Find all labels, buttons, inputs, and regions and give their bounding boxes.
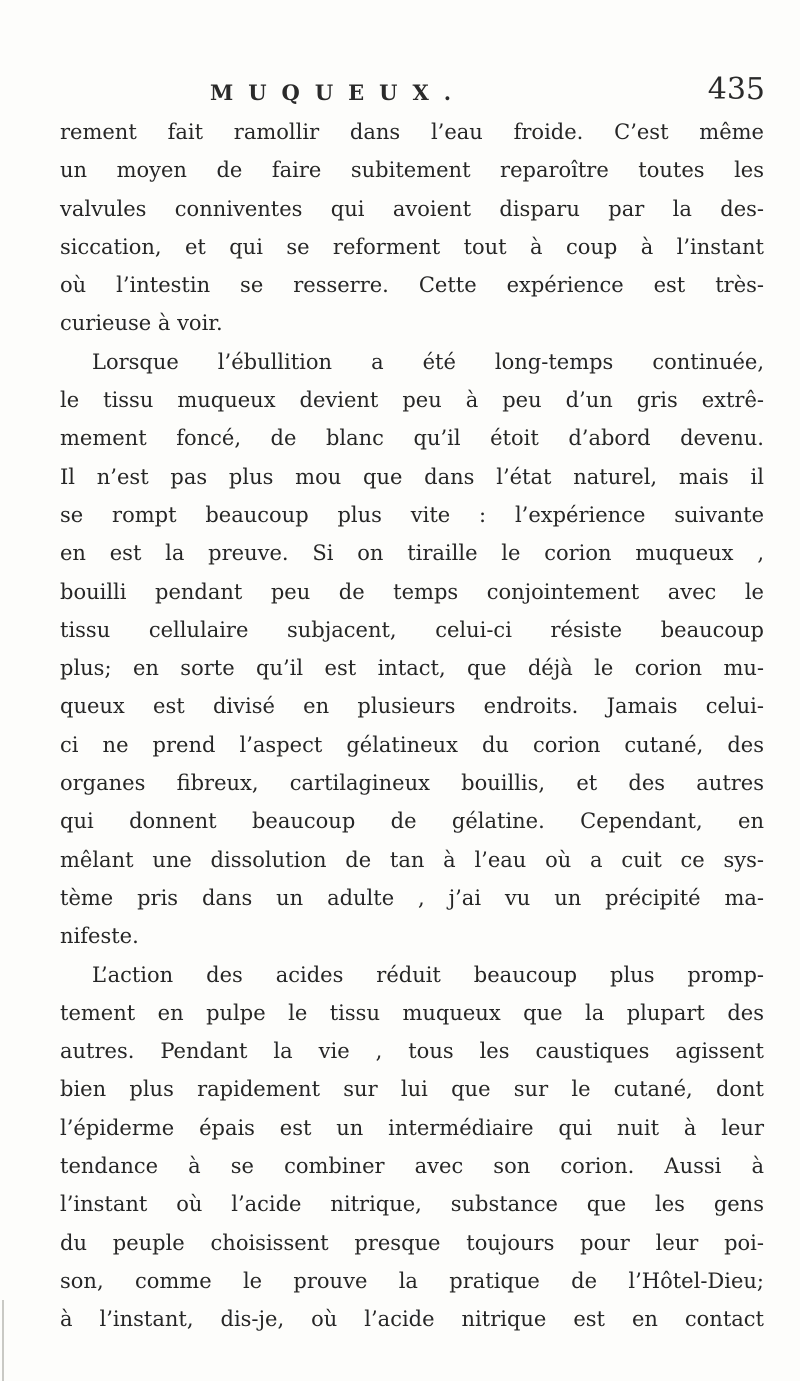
text-line: tème pris dans un adulte , j’ai vu un précipité ma-	[60, 885, 764, 910]
text-line: rement fait ramollir dans l’eau froide. C’est même	[60, 120, 764, 144]
text-line: tissu cellulaire subjacent, celui-ci résiste beaucoup	[60, 617, 764, 642]
page-edge-mark	[2, 1300, 4, 1381]
text-line: en est la preuve. Si on tiraille le corion muqueux ,	[60, 541, 764, 566]
text-line: qui donnent beaucoup de gélatine. Cependant, en	[60, 809, 764, 834]
text-line: où l’intestin se resserre. Cette expérience est très-	[60, 273, 764, 298]
running-head: MUQUEUX.	[210, 80, 467, 105]
text-line: son, comme le prouve la pratique de l’Hôtel-Dieu;	[60, 1268, 764, 1293]
text-line: l’épiderme épais est un intermédiaire qui nuit à leur	[60, 1115, 764, 1140]
text-line: valvules conniventes qui avoient disparu par la des-	[60, 196, 764, 221]
text-line: tement en pulpe le tissu muqueux que la plupart des	[60, 1000, 764, 1025]
text-line: siccation, et qui se reforment tout à coup à l’instant	[60, 234, 764, 259]
text-line: nifeste.	[60, 924, 139, 949]
text-line: mement foncé, de blanc qu’il étoit d’abord devenu.	[60, 426, 764, 451]
text-line: tendance à se combiner avec son corion. Aussi à	[60, 1154, 764, 1179]
text-line: organes fibreux, cartilagineux bouillis, et des autres	[60, 771, 764, 796]
text-line: plus; en sorte qu’il est intact, que déjà le corion mu-	[60, 656, 764, 681]
text-line: curieuse à voir.	[60, 311, 223, 336]
text-line: l’instant où l’acide nitrique, substance que les gens	[60, 1192, 764, 1217]
text-line: le tissu muqueux devient peu à peu d’un gris extrê-	[60, 388, 764, 413]
text-line: autres. Pendant la vie , tous les caustiques agissent	[60, 1039, 764, 1064]
text-line: bien plus rapidement sur lui que sur le cutané, dont	[60, 1077, 764, 1102]
page-header	[210, 72, 765, 112]
text-line: du peuple choisissent presque toujours pour leur poi-	[60, 1230, 764, 1255]
text-line: mêlant une dissolution de tan à l’eau où a cuit ce sys-	[60, 847, 764, 872]
text-line: un moyen de faire subitement reparoître toutes les	[60, 158, 764, 183]
text-line: queux est divisé en plusieurs endroits. Jamais celui-	[60, 694, 764, 719]
text-line: à l’instant, dis-je, où l’acide nitrique est en contact	[60, 1307, 764, 1332]
text-line: se rompt beaucoup plus vite : l’expérience suivante	[60, 502, 764, 527]
page-number: 435	[707, 72, 765, 107]
body-text	[60, 113, 764, 1339]
text-line: bouilli pendant peu de temps conjointement avec le	[60, 579, 764, 604]
text-line: Il n’est pas plus mou que dans l’état naturel, mais il	[60, 464, 764, 489]
paragraph-start-line: Lorsque l’ébullition a été long-temps continuée,	[92, 349, 764, 374]
paragraph-start-line: L’action des acides réduit beaucoup plus promp-	[92, 962, 764, 987]
text-line: ci ne prend l’aspect gélatineux du corion cutané, des	[60, 732, 764, 757]
